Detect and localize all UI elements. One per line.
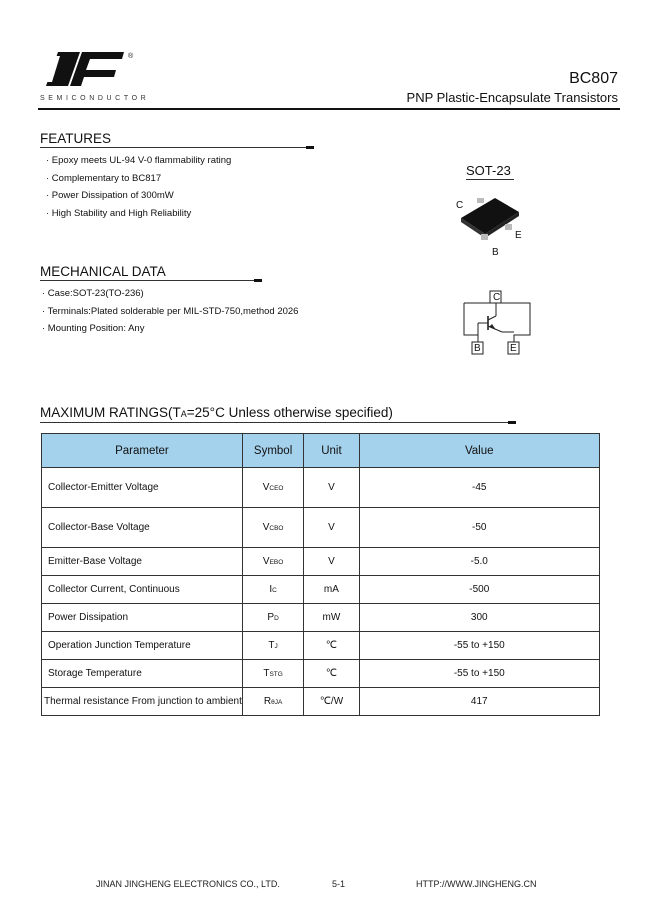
cell-symbol: PD <box>242 604 303 632</box>
feature-item: · Complementary to BC817 <box>46 172 162 184</box>
package-label-underline <box>466 179 514 180</box>
cell-unit: mA <box>304 576 359 604</box>
header-rule <box>38 108 620 110</box>
features-list <box>46 152 231 222</box>
cell-symbol: VCBO <box>242 508 303 548</box>
cell-parameter: Storage Temperature <box>42 660 243 688</box>
cell-symbol: VEBO <box>242 548 303 576</box>
mechanical-item: · Mounting Position: Any <box>42 323 145 334</box>
cell-parameter: Collector-Base Voltage <box>42 508 243 548</box>
header-value: Value <box>359 434 599 468</box>
cell-value: 417 <box>359 688 599 716</box>
feature-item: · Epoxy meets UL-94 V-0 flammability rating <box>46 155 232 166</box>
pin-label-c: C <box>456 200 464 211</box>
ratings-table <box>41 433 600 716</box>
features-rule-mark <box>306 146 314 149</box>
features-title: FEATURES <box>40 131 112 146</box>
cell-unit: mW <box>304 604 359 632</box>
features-rule <box>40 147 306 148</box>
cell-value: -55 to +150 <box>359 660 599 688</box>
cell-unit: V <box>304 468 359 508</box>
mechanical-item: · Terminals:Plated solderable per MIL-STD-750,method 2026 <box>42 305 299 317</box>
schematic-label-c: C <box>493 292 501 303</box>
cell-parameter: Power Dissipation <box>42 604 243 632</box>
ratings-rule-mark <box>508 421 516 424</box>
cell-symbol: VCEO <box>242 468 303 508</box>
table-row <box>42 604 600 632</box>
cell-symbol: TJ <box>242 632 303 660</box>
schematic-label-b: B <box>474 343 481 354</box>
table-header-row <box>42 434 600 468</box>
sot23-package-icon <box>455 190 535 250</box>
header-symbol: Symbol <box>242 434 303 468</box>
header-parameter: Parameter <box>42 434 243 468</box>
part-number: BC807 <box>569 70 618 87</box>
mechanical-rule <box>40 280 254 281</box>
package-label: SOT-23 <box>466 163 511 178</box>
cell-unit: V <box>304 508 359 548</box>
cell-value: -55 to +150 <box>359 632 599 660</box>
cell-parameter: Thermal resistance From junction to ambient <box>42 688 243 716</box>
cell-value: -45 <box>359 468 599 508</box>
registered-mark: ® <box>128 53 134 60</box>
mechanical-item: · Case:SOT-23(TO-236) <box>42 288 144 299</box>
table-row <box>42 632 600 660</box>
ratings-title: MAXIMUM RATINGS(TA=25°C Unless otherwise specified) <box>40 405 393 420</box>
cell-unit: ℃ <box>304 632 359 660</box>
cell-value: -5.0 <box>359 548 599 576</box>
document-subtitle: PNP Plastic-Encapsulate Transistors <box>406 90 618 105</box>
pin-label-b: B <box>492 247 499 258</box>
cell-unit: ℃/W <box>304 688 359 716</box>
ratings-rule <box>40 422 508 423</box>
cell-value: -50 <box>359 508 599 548</box>
header-unit: Unit <box>304 434 359 468</box>
cell-parameter: Collector Current, Continuous <box>42 576 243 604</box>
schematic-label-e: E <box>510 343 517 354</box>
table-row <box>42 688 600 716</box>
cell-parameter: Operation Junction Temperature <box>42 632 243 660</box>
cell-symbol: TSTG <box>242 660 303 688</box>
table-row <box>42 576 600 604</box>
cell-unit: ℃ <box>304 660 359 688</box>
footer-page-number: 5-1 <box>332 879 346 889</box>
table-row <box>42 660 600 688</box>
mechanical-list <box>42 285 298 338</box>
table-row <box>42 508 600 548</box>
cell-parameter: Emitter-Base Voltage <box>42 548 243 576</box>
feature-item: · High Stability and High Reliability <box>46 207 192 219</box>
table-row <box>42 548 600 576</box>
cell-unit: V <box>304 548 359 576</box>
table-row <box>42 468 600 508</box>
footer-url: HTTP://WWW.JINGHENG.CN <box>416 879 537 889</box>
company-tagline: SEMICONDUCTOR <box>40 95 150 102</box>
mechanical-rule-mark <box>254 279 262 282</box>
cell-parameter: Collector-Emitter Voltage <box>42 468 243 508</box>
cell-value: 300 <box>359 604 599 632</box>
cell-symbol: RθJA <box>242 688 303 716</box>
pin-label-e: E <box>515 230 522 241</box>
mechanical-title: MECHANICAL DATA <box>40 264 166 279</box>
cell-symbol: IC <box>242 576 303 604</box>
feature-item: · Power Dissipation of 300mW <box>46 190 174 201</box>
company-logo <box>44 52 130 88</box>
footer-company: JINAN JINGHENG ELECTRONICS CO., LTD. <box>96 879 280 889</box>
cell-value: -500 <box>359 576 599 604</box>
